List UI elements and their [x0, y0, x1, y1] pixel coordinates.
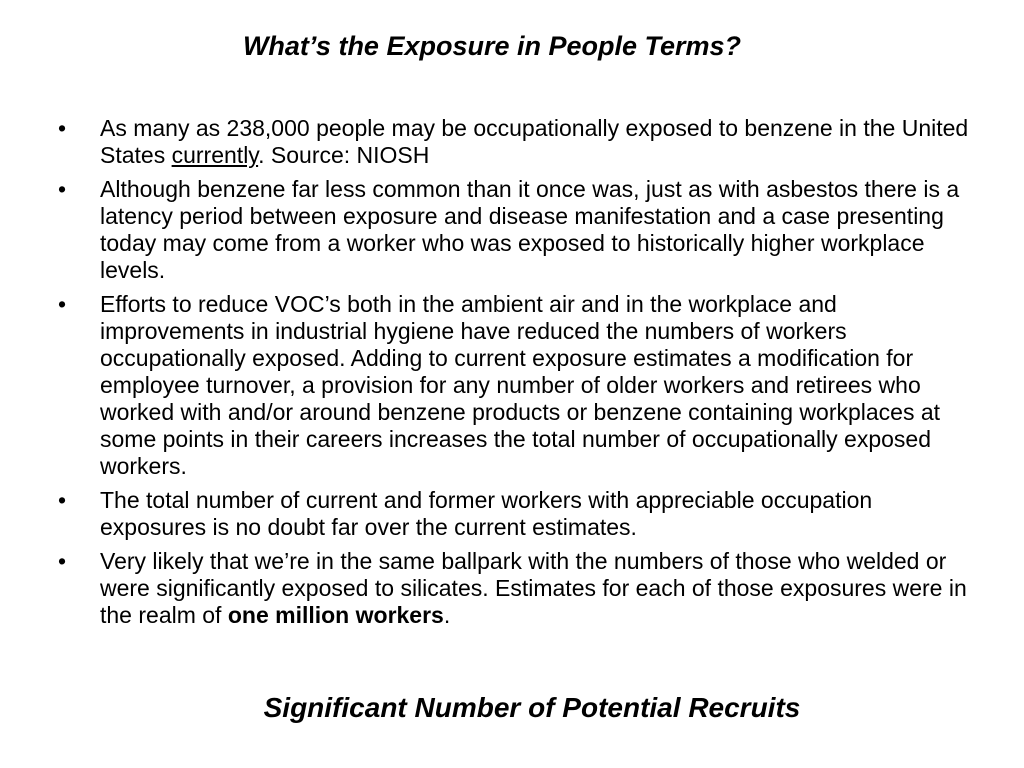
bullet-item-3	[58, 291, 978, 480]
bullet-marker: •	[58, 487, 67, 513]
bullet-list	[58, 115, 978, 636]
bullet-marker: •	[58, 115, 67, 141]
bullet-1-underlined-word: currently	[171, 142, 259, 168]
slide-footer-tagline: Significant Number of Potential Recruits	[263, 692, 801, 723]
bullet-1-text-start: As many as 238,000 people may be occupationally exposed to benzene in the United States	[100, 115, 969, 168]
bullet-3-text: Efforts to reduce VOC’s both in the ambient air and in the workplace and improvements in industrial hygiene have reduced the numbers of workers occupationally exposed. Adding to current exposure estimates a modification for employee turnover, a provision for any number of older workers and retirees who worked with and/or around benzene products or benzene containing workplaces at some points in their careers increases the total number of occupationally exposed workers.	[100, 291, 941, 479]
bullet-marker: •	[58, 291, 67, 317]
bullet-item-1	[58, 115, 978, 169]
bullet-5-bold-phrase: one million workers	[227, 602, 444, 628]
bullet-marker: •	[58, 548, 67, 574]
bullet-item-2	[58, 176, 978, 284]
bullet-item-4	[58, 487, 978, 541]
bullet-5-text-start: Very likely that we’re in the same ballpark with the numbers of those who welded or were significantly exposed to silicates. Estimates for each of those exposures were in the realm of	[100, 548, 967, 628]
slide-title: What’s the Exposure in People Terms?	[242, 31, 742, 61]
bullet-1-text-end: . Source: NIOSH	[258, 142, 430, 168]
bullet-2-text: Although benzene far less common than it once was, just as with asbestos there is a latency period between exposure and disease manifestation and a case presenting today may come from a worker who was exposed to historically higher workplace levels.	[100, 176, 960, 283]
bullet-marker: •	[58, 176, 67, 202]
bullet-item-5	[58, 548, 978, 629]
bullet-4-text: The total number of current and former workers with appreciable occupation exposures is no doubt far over the current estimates.	[100, 487, 873, 540]
bullet-5-text-end: .	[443, 602, 451, 628]
